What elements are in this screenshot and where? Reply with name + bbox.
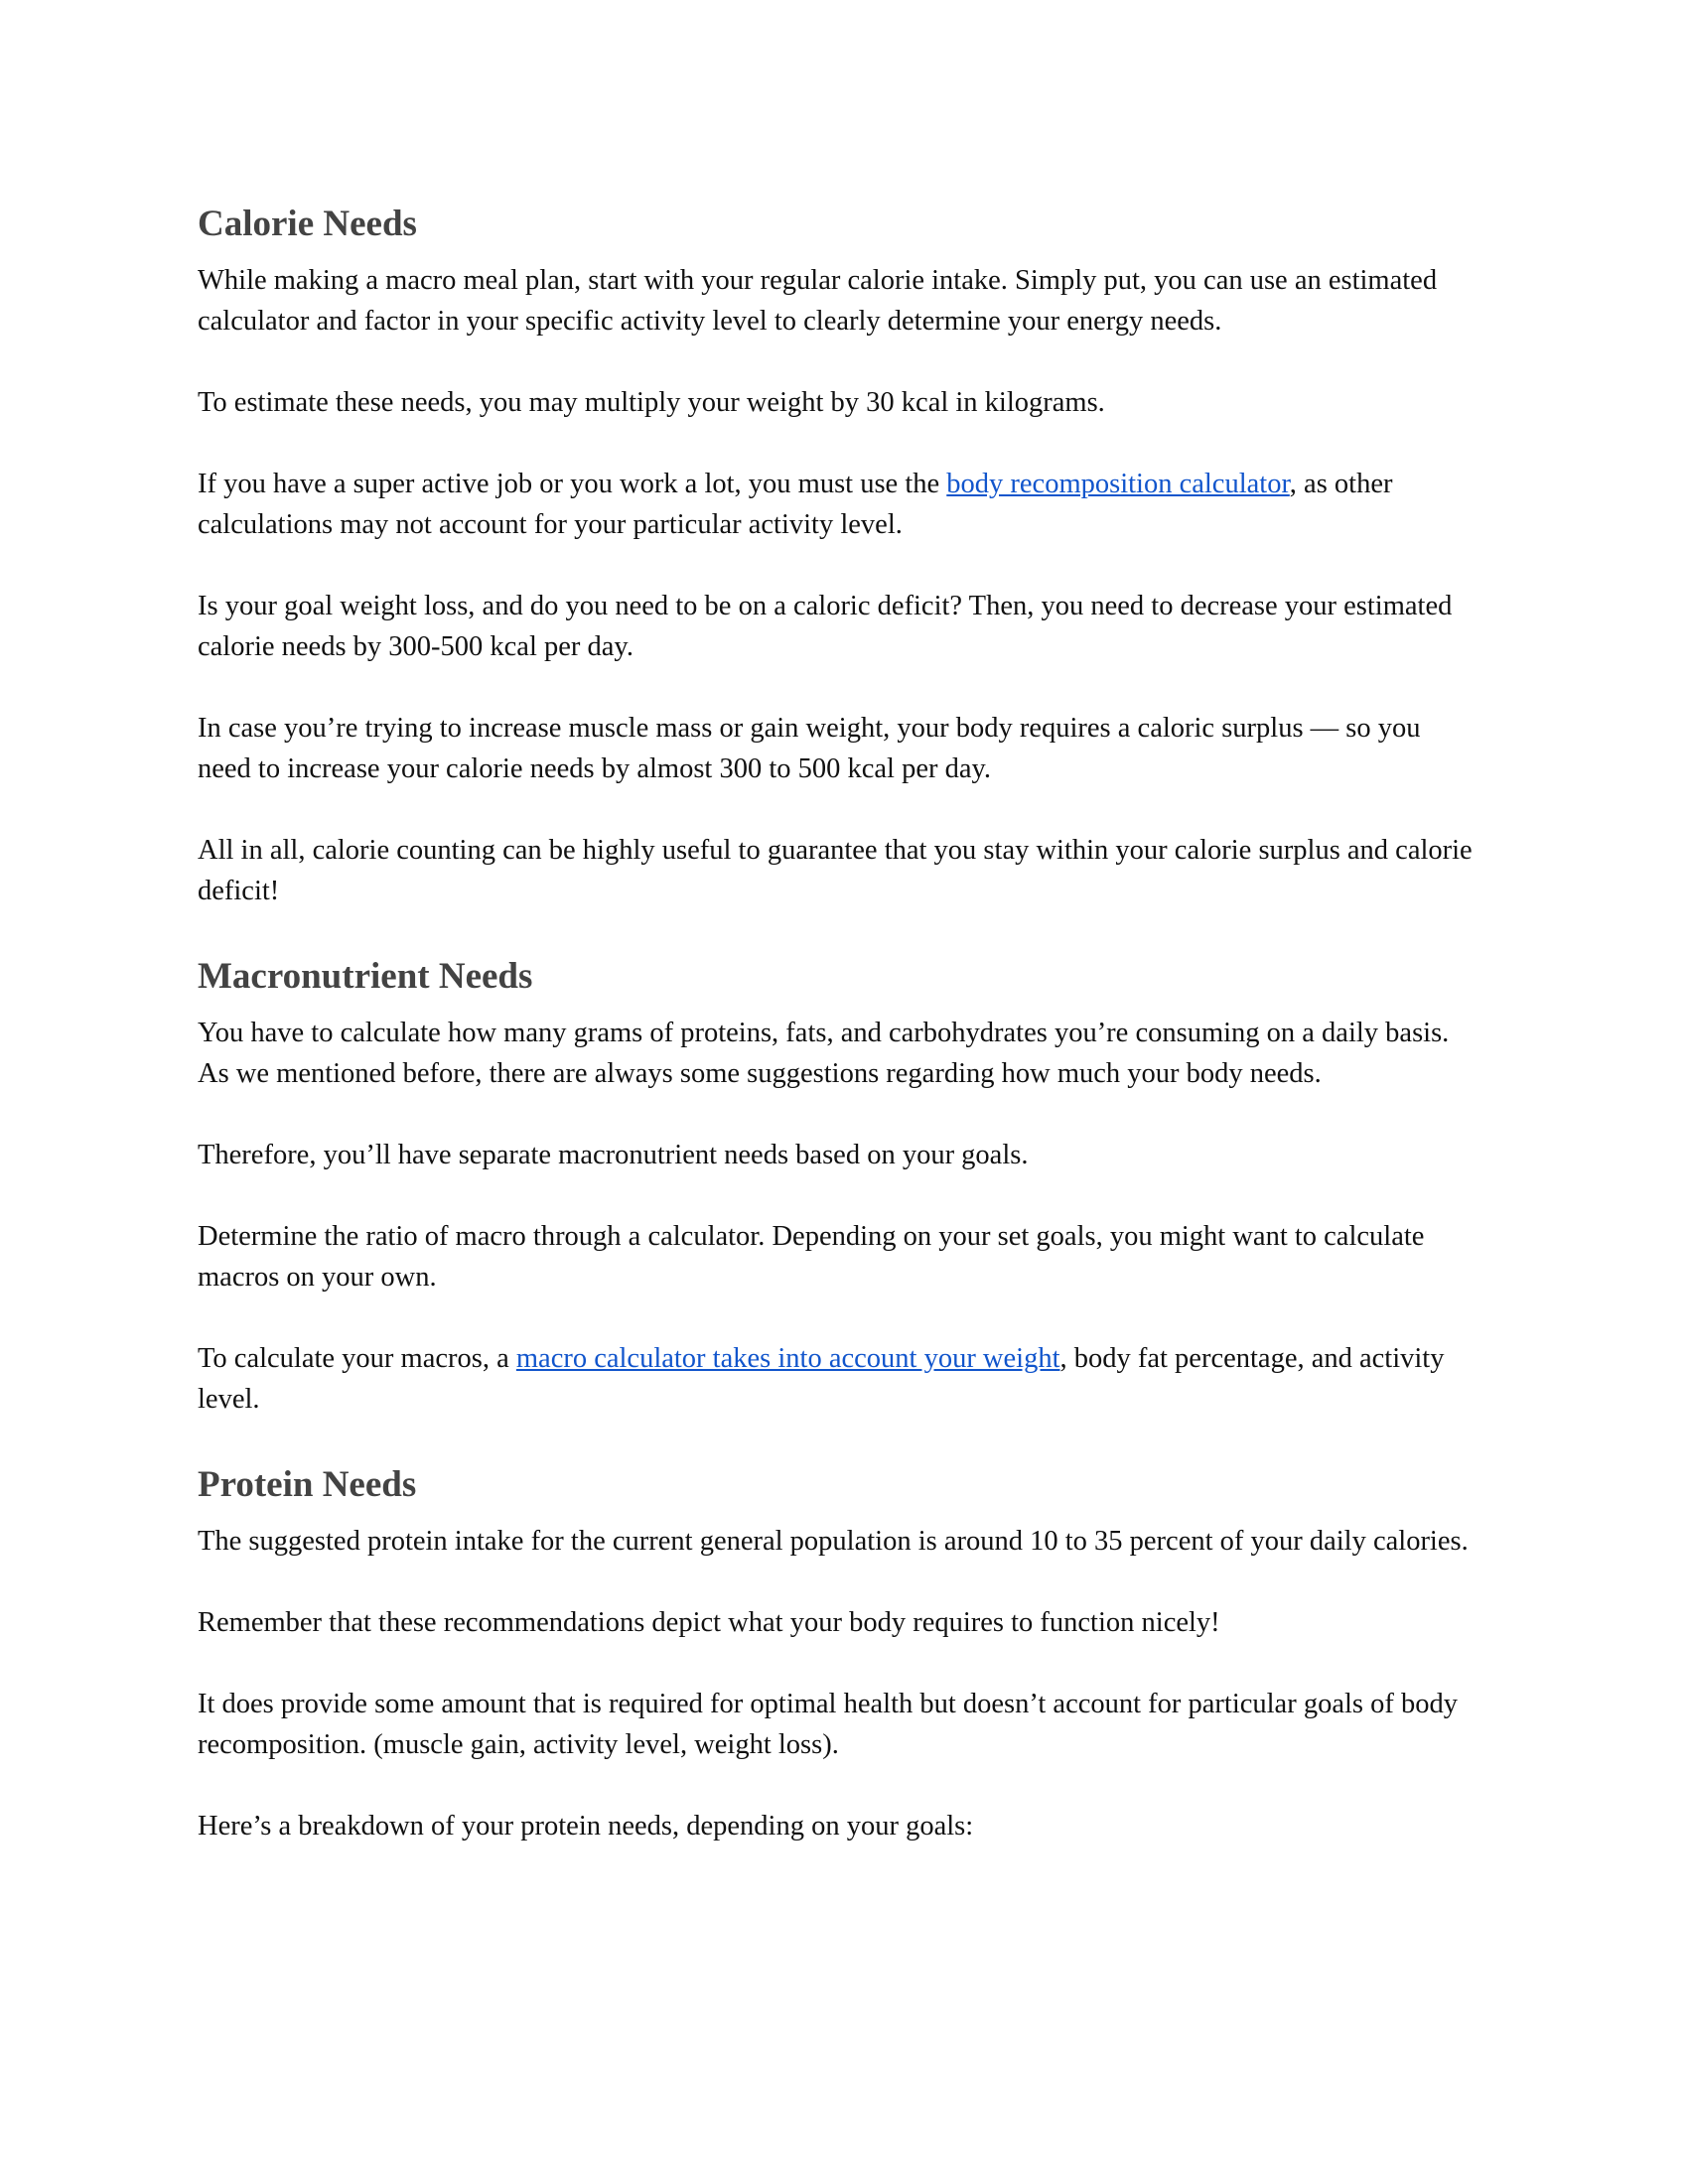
heading-calorie-needs: Calorie Needs bbox=[198, 204, 417, 244]
paragraph: While making a macro meal plan, start with your regular calorie intake. Simply put, you can use an estimated calculator and factor in your specific activity level to clearly determine your energy needs. bbox=[198, 265, 1438, 337]
document-body bbox=[198, 196, 1478, 1887]
paragraph bbox=[198, 464, 1478, 545]
heading-protein-needs: Protein Needs bbox=[198, 1464, 417, 1505]
heading-macronutrient-needs: Macronutrient Needs bbox=[198, 956, 533, 997]
paragraph: Therefore, you’ll have separate macronutrient needs based on your goals. bbox=[198, 1140, 1029, 1170]
paragraph: Determine the ratio of macro through a calculator. Depending on your set goals, you might want to calculate macros on your own. bbox=[198, 1221, 1425, 1293]
paragraph: Remember that these recommendations depict what your body requires to function nicely! bbox=[198, 1607, 1220, 1638]
paragraph: It does provide some amount that is required for optimal health but doesn’t account for particular goals of body recomposition. (muscle gain, activity level, weight loss). bbox=[198, 1689, 1458, 1760]
text: , body fat percentage, and activity level. bbox=[198, 1343, 1445, 1415]
paragraph bbox=[198, 1338, 1478, 1420]
paragraph: You have to calculate how many grams of proteins, fats, and carbohydrates you’re consuming on a daily basis. As we mentioned before, there are always some suggestions regarding how much your body needs. bbox=[198, 1018, 1450, 1089]
paragraph: Here’s a breakdown of your protein needs, depending on your goals: bbox=[198, 1811, 974, 1842]
paragraph: All in all, calorie counting can be highly useful to guarantee that you stay within your calorie surplus and calorie deficit! bbox=[198, 835, 1473, 906]
paragraph: The suggested protein intake for the current general population is around 10 to 35 percent of your daily calories. bbox=[198, 1526, 1469, 1557]
paragraph: Is your goal weight loss, and do you need to be on a caloric deficit? Then, you need to decrease your estimated calorie needs by 300-500 kcal per day. bbox=[198, 591, 1453, 662]
text: To calculate your macros, a bbox=[198, 1343, 516, 1374]
macro-calculator-link[interactable]: macro calculator takes into account your weight bbox=[515, 1343, 1060, 1374]
text: , as other calculations may not account for your particular activity level. bbox=[198, 469, 1393, 540]
text: If you have a super active job or you work a lot, you must use the bbox=[198, 469, 947, 499]
paragraph: In case you’re trying to increase muscle mass or gain weight, your body requires a caloric surplus — so you need to increase your calorie needs by almost 300 to 500 kcal per day. bbox=[198, 713, 1421, 784]
paragraph: To estimate these needs, you may multiply your weight by 30 kcal in kilograms. bbox=[198, 387, 1105, 418]
body-recomposition-calculator-link[interactable]: body recomposition calculator bbox=[946, 469, 1290, 499]
